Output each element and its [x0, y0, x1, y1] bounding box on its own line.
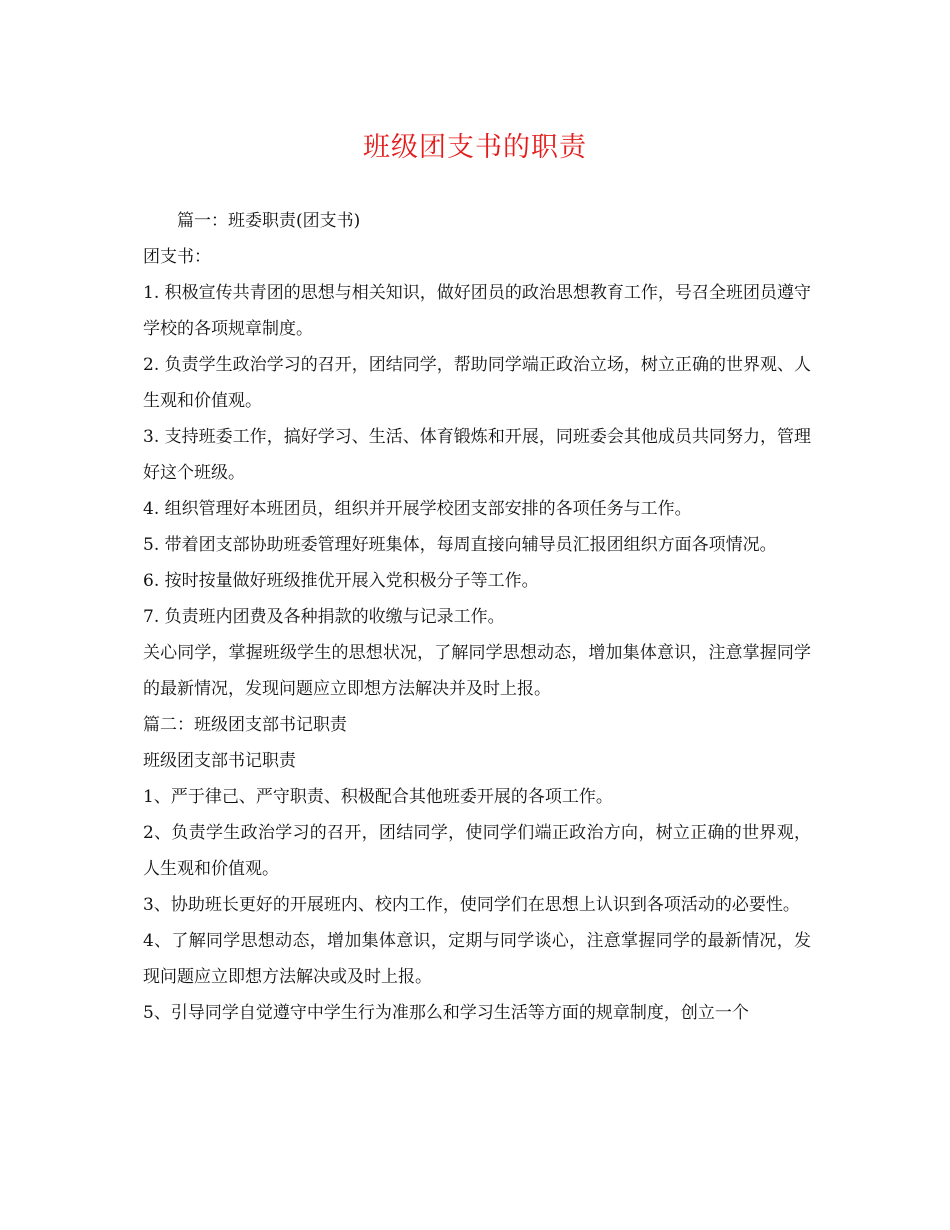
document-body: [143, 203, 811, 1031]
list-item-2: 2. 负责学生政治学习的召开，团结同学，帮助同学端正政治立场，树立正确的世界观、人生观和价值观。: [143, 355, 811, 411]
list-item-1: 1. 积极宣传共青团的思想与相关知识，做好团员的政治思想教育工作，号召全班团员遵守学校的各项规章制度。: [143, 283, 811, 339]
summary-paragraph: 关心同学，掌握班级学生的思想状况，了解同学思想动态，增加集体意识，注意掌握同学的最新情况，发现问题应立即想方法解决并及时上报。: [143, 643, 811, 699]
duty-item-2: 2、负责学生政治学习的召开，团结同学，使同学们端正政治方向，树立正确的世界观，人生观和价值观。: [143, 823, 811, 879]
list-item-7: 7. 负责班内团费及各种捐款的收缴与记录工作。: [143, 607, 505, 627]
duty-item-4: 4、了解同学思想动态，增加集体意识，定期与同学谈心，注意掌握同学的最新情况，发现问题应立即想方法解决或及时上报。: [143, 931, 811, 987]
list-item-3: 3. 支持班委工作，搞好学习、生活、体育锻炼和开展，同班委会其他成员共同努力，管理好这个班级。: [143, 427, 811, 483]
list-item-4: 4. 组织管理好本班团员，组织并开展学校团支部安排的各项任务与工作。: [143, 499, 692, 519]
section-heading-2: 篇二：班级团支部书记职责: [143, 715, 347, 735]
list-item-6: 6. 按时按量做好班级推优开展入党积极分子等工作。: [143, 571, 539, 591]
section-heading-1: 篇一：班委职责(团支书): [177, 211, 361, 231]
subheading-tuanzhishu: 团支书：: [143, 247, 211, 267]
duty-item-3: 3、协助班长更好的开展班内、校内工作，使同学们在思想上认识到各项活动的必要性。: [143, 895, 800, 915]
subheading-secretary-duties: 班级团支部书记职责: [143, 751, 296, 771]
document-title: 班级团支书的职责: [363, 132, 587, 163]
list-item-5: 5. 带着团支部协助班委管理好班集体，每周直接向辅导员汇报团组织方面各项情况。: [143, 535, 777, 555]
duty-item-5: 5、引导同学自觉遵守中学生行为准那么和学习生活等方面的规章制度，创立一个: [143, 1003, 749, 1023]
duty-item-1: 1、严于律己、严守职责、积极配合其他班委开展的各项工作。: [143, 787, 613, 807]
